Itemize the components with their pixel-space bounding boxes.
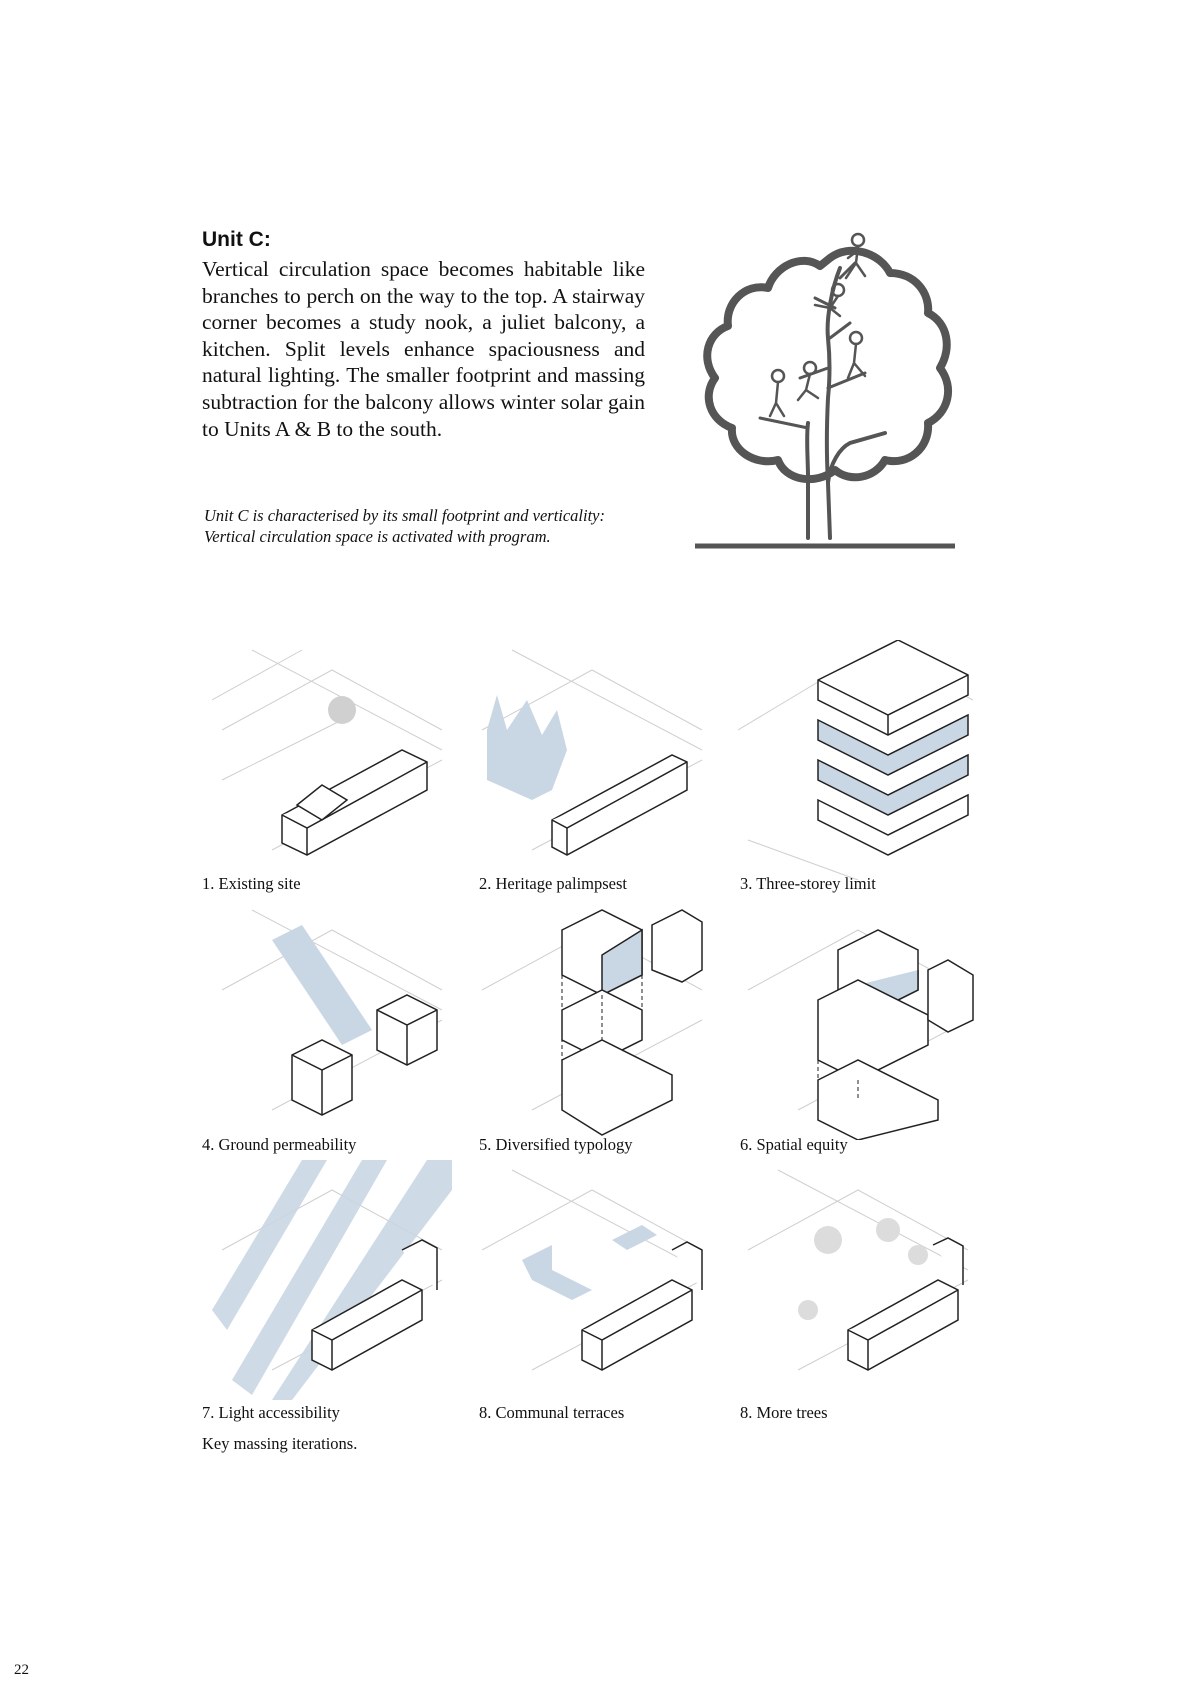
tree-with-people-icon bbox=[690, 228, 960, 556]
iteration-label-1: 1. Existing site bbox=[202, 874, 301, 893]
unit-description: Vertical circulation space becomes habitable like branches to perch on the way to the top. A stairway corner becomes a study nook, a juliet balcony, a kitchen. Split levels enhance spaciousness and natural lighting. The smaller footprint and massing subtraction for the balcony allows winter solar gain to Units A & B to the south. bbox=[202, 257, 645, 441]
iteration-label-6: 6. Spatial equity bbox=[740, 1135, 848, 1154]
iteration-panel-5 bbox=[472, 900, 712, 1140]
iteration-label-3: 3. Three-storey limit bbox=[740, 874, 876, 893]
caption-line-1: Unit C is characterised by its small footprint and verticality: bbox=[204, 506, 606, 525]
iteration-panel-4 bbox=[212, 900, 452, 1140]
iteration-label-4: 4. Ground permeability bbox=[202, 1135, 357, 1154]
iteration-panel-7 bbox=[212, 1160, 452, 1400]
iteration-label-2: 2. Heritage palimpsest bbox=[479, 874, 628, 893]
caption-line-2: Vertical circulation space is activated with program. bbox=[204, 527, 551, 546]
iteration-panel-1 bbox=[212, 640, 452, 880]
page-number: 22 bbox=[14, 1662, 29, 1678]
tree-trunk bbox=[807, 268, 885, 538]
unit-caption bbox=[204, 505, 674, 547]
unit-heading: Unit C: bbox=[202, 228, 271, 251]
iteration-label-8: 8. Communal terraces bbox=[479, 1403, 625, 1422]
iteration-label-5: 5. Diversified typology bbox=[479, 1135, 633, 1154]
iteration-panel-9 bbox=[738, 1160, 978, 1400]
iteration-panel-3 bbox=[738, 640, 978, 880]
iteration-panel-2 bbox=[472, 640, 712, 880]
iteration-label-9: 8. More trees bbox=[740, 1403, 828, 1422]
figure-caption: Key massing iterations. bbox=[202, 1434, 358, 1453]
iteration-panel-8 bbox=[472, 1160, 712, 1400]
iteration-label-7: 7. Light accessibility bbox=[202, 1403, 340, 1422]
iteration-panel-6 bbox=[738, 900, 978, 1140]
